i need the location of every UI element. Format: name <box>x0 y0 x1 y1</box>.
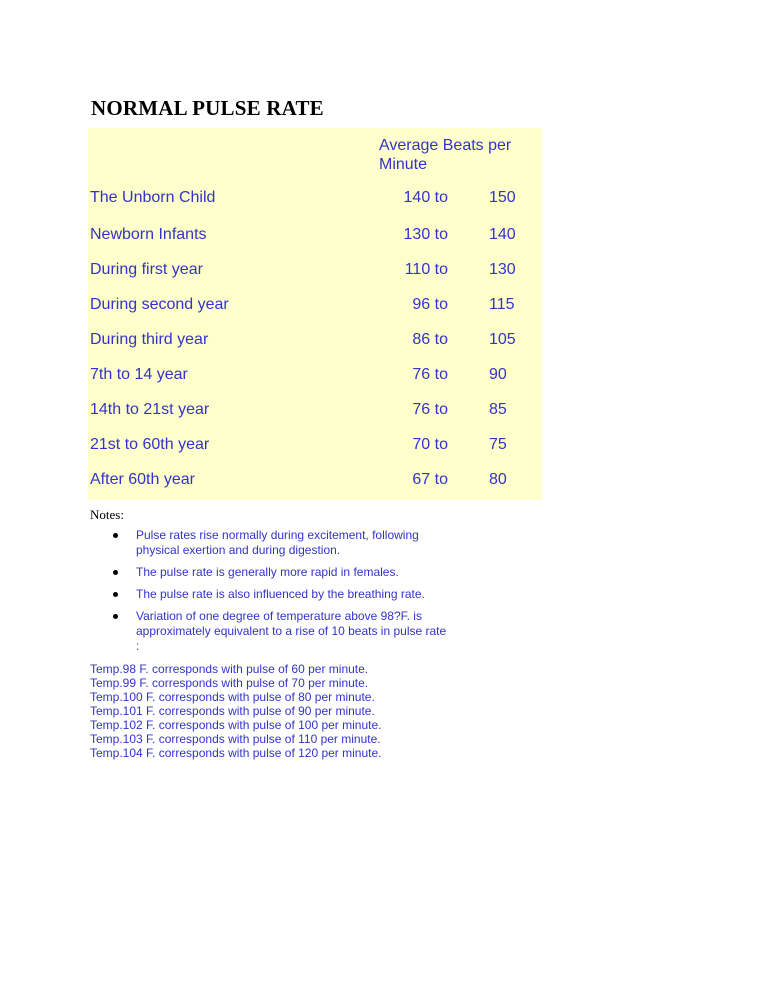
temperature-list <box>90 662 382 760</box>
table-row <box>0 436 768 456</box>
table-row <box>0 366 768 386</box>
row-label: 21st to 60th year <box>90 436 210 453</box>
temperature-line: Temp.103 F. corresponds with pulse of 110 per minute. <box>90 732 381 746</box>
table-row <box>0 189 768 209</box>
note-text: Pulse rates rise normally during excitement, following physical exertion and during digestion. <box>136 528 419 557</box>
table-row <box>0 261 768 281</box>
bullet-icon <box>113 592 118 597</box>
note-text: The pulse rate is generally more rapid in females. <box>136 565 399 579</box>
table-row <box>0 471 768 491</box>
row-high-value: 150 <box>489 189 516 206</box>
row-low-value: 96 to <box>412 296 448 313</box>
row-high-value: 130 <box>489 261 516 278</box>
row-label: During first year <box>90 261 203 278</box>
table-header-average-beats: Average Beats per Minute <box>379 137 512 173</box>
row-high-value: 75 <box>489 436 507 453</box>
row-high-value: 115 <box>489 296 515 313</box>
list-item <box>110 587 450 602</box>
table-row <box>0 401 768 421</box>
table-row <box>0 296 768 316</box>
row-label: After 60th year <box>90 471 195 488</box>
list-item <box>110 609 450 654</box>
bullet-icon <box>113 570 118 575</box>
table-row <box>0 331 768 351</box>
row-low-value: 76 to <box>412 401 448 418</box>
row-low-value: 140 to <box>403 189 448 206</box>
note-text: The pulse rate is also influenced by the breathing rate. <box>136 587 425 601</box>
bullet-icon <box>113 614 118 619</box>
row-low-value: 70 to <box>412 436 448 453</box>
row-label: The Unborn Child <box>90 189 216 206</box>
row-high-value: 90 <box>489 366 507 383</box>
row-label: Newborn Infants <box>90 226 207 243</box>
bullet-icon <box>113 533 118 538</box>
row-low-value: 67 to <box>412 471 448 488</box>
list-item <box>110 565 450 580</box>
row-low-value: 110 to <box>404 261 448 278</box>
list-item <box>110 528 450 558</box>
row-high-value: 140 <box>489 226 516 243</box>
row-label: During second year <box>90 296 229 313</box>
row-high-value: 85 <box>489 401 507 418</box>
page-title: NORMAL PULSE RATE <box>91 96 324 120</box>
row-low-value: 130 to <box>403 226 448 243</box>
row-high-value: 80 <box>489 471 507 488</box>
row-high-value: 105 <box>489 331 516 348</box>
table-row <box>0 226 768 246</box>
note-text: Variation of one degree of temperature above 98?F. is approximately equivalent to a rise of 10 beats in pulse rate : <box>136 609 447 653</box>
row-low-value: 86 to <box>412 331 448 348</box>
temperature-line: Temp.100 F. corresponds with pulse of 80 per minute. <box>90 690 375 704</box>
row-label: 7th to 14 year <box>90 366 188 383</box>
row-label: 14th to 21st year <box>90 401 210 418</box>
temperature-line: Temp.98 F. corresponds with pulse of 60 per minute. <box>90 662 369 676</box>
notes-bullet-list <box>110 528 450 661</box>
temperature-line: Temp.101 F. corresponds with pulse of 90 per minute. <box>90 704 375 718</box>
notes-label: Notes: <box>90 507 124 522</box>
row-label: During third year <box>90 331 209 348</box>
temperature-line: Temp.102 F. corresponds with pulse of 100 per minute. <box>90 718 382 732</box>
temperature-line: Temp.99 F. corresponds with pulse of 70 per minute. <box>90 676 369 690</box>
temperature-line: Temp.104 F. corresponds with pulse of 120 per minute. <box>90 746 382 760</box>
row-low-value: 76 to <box>412 366 448 383</box>
